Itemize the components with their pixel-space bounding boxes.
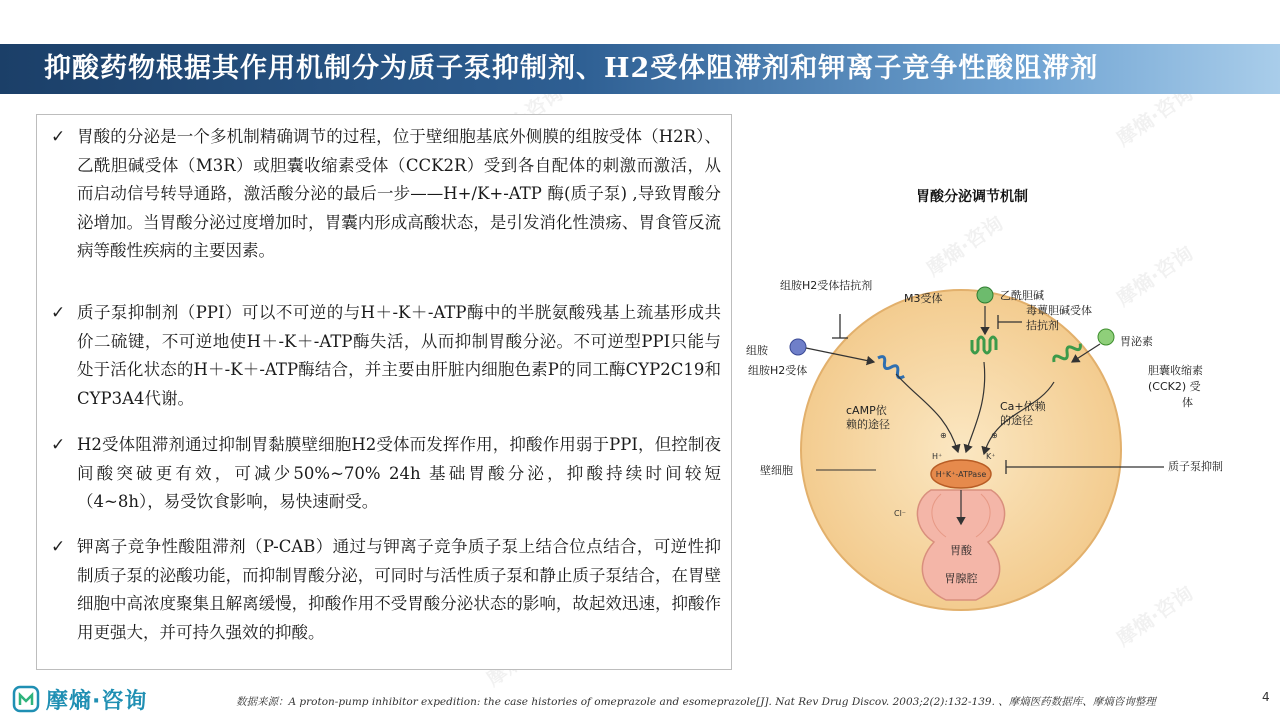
- cck2-label: 胆囊收缩素: [1148, 364, 1203, 377]
- histamine-label: 组胺: [746, 344, 768, 357]
- check-icon: ✓: [51, 303, 66, 323]
- muscarinic-antagonist-label: 拮抗剂: [1026, 319, 1059, 332]
- m3-label: M3受体: [904, 292, 943, 305]
- camp-label: cAMP依: [846, 404, 887, 417]
- lumen-label: 胃腺腔: [944, 572, 978, 585]
- ca-label: Ca+依赖: [1000, 400, 1046, 413]
- watermark: 摩熵·咨询: [921, 210, 1008, 281]
- bullet-item: [51, 431, 721, 517]
- acid-label: 胃酸: [950, 544, 972, 557]
- brand-logo: [12, 684, 147, 714]
- camp-label: 赖的途径: [846, 418, 890, 431]
- parietal-cell-label: 壁细胞: [760, 464, 793, 477]
- bullet-item: [51, 533, 721, 647]
- watermark: 摩熵·咨询: [1111, 240, 1198, 311]
- plus-sign: ⊕: [940, 431, 947, 440]
- bullet-item: [51, 123, 721, 266]
- check-icon: ✓: [51, 127, 66, 147]
- histamine-dot: [790, 339, 806, 355]
- gastrin-label: 胃泌素: [1120, 335, 1153, 348]
- cck2-label: (CCK2) 受: [1148, 380, 1201, 393]
- muscarinic-antagonist-label: 毒蕈胆碱受体: [1026, 304, 1092, 317]
- acid-secretion-diagram: [736, 262, 1256, 632]
- h2-receptor-label: 组胺H2受体: [748, 364, 808, 377]
- plus-sign: ⊕: [991, 431, 998, 440]
- bullet-text: 质子泵抑制剂（PPI）可以不可逆的与H＋-K＋-ATP酶中的半胱氨酸残基上巯基形成共价二硫键，不可逆地使H＋-K＋-ATP酶失活，从而抑制胃酸分泌。不可逆型PPI只能与处于活化状态的H＋-K＋-ATP酶结合，并主要由肝脏内细胞色素P的同工酶CYP2C19和CYP3A4代谢。: [77, 303, 721, 408]
- bullet-text: H2受体阻滞剂通过抑制胃黏膜壁细胞H2受体而发挥作用，抑酸作用弱于PPI，但控制夜间酸突破更有效，可减少50%~70% 24h 基础胃酸分泌，抑酸持续时间较短（4~8h），易受饮食影响，易快速耐受。: [77, 435, 721, 511]
- k-ion-label: K⁺: [986, 452, 996, 461]
- h2-antagonist-label: 组胺H2受体拮抗剂: [780, 279, 873, 292]
- watermark: 摩熵·咨询: [1111, 80, 1198, 151]
- source-note: 数据来源：A proton-pump inhibitor expedition: the case histories of omeprazole and esomeprazole[J]. Nat Rev Drug Discov. 2003;2(2):132-139. 、摩熵医药数据库、摩熵咨询整理: [236, 696, 1156, 708]
- bullet-text: 胃酸的分泌是一个多机制精确调节的过程，位于壁细胞基底外侧膜的组胺受体（H2R）、乙酰胆碱受体（M3R）或胆囊收缩素受体（CCK2R）受到各自配体的刺激而激活，从而启动信号转导通路，激活酸分泌的最后一步——H+/K+-ATP 酶(质子泵) ,导致胃酸分泌增加。当胃酸分泌过度增加时，胃囊内形成高酸状态，是引发消化性溃疡、胃食管反流病等酸性疾病的主要因素。: [77, 127, 721, 260]
- page-title: 抑酸药物根据其作用机制分为质子泵抑制剂、H2受体阻滞剂和钾离子竞争性酸阻滞剂: [44, 53, 1099, 84]
- check-icon: ✓: [51, 537, 66, 557]
- ppi-label: 质子泵抑制: [1168, 460, 1223, 473]
- bullet-text: 钾离子竞争性酸阻滞剂（P-CAB）通过与钾离子竞争质子泵上结合位点结合，可逆性抑制质子泵的泌酸功能，而抑制胃酸分泌，可同时与活性质子泵和静止质子泵结合，在胃壁细胞中高浓度聚集且解离缓慢，抑酸作用不受胃酸分泌状态的影响，故起效迅速，抑酸作用更强大，并可持久强效的抑酸。: [77, 537, 721, 642]
- ach-label: 乙酰胆碱: [1000, 289, 1044, 302]
- page-number: 4: [1262, 690, 1270, 704]
- check-icon: ✓: [51, 435, 66, 455]
- logo-icon: [12, 685, 40, 713]
- cck2-label: 体: [1182, 396, 1193, 409]
- watermark: 摩熵·咨询: [1111, 580, 1198, 651]
- title-bar: [0, 44, 1280, 94]
- ach-dot: [977, 287, 993, 303]
- diagram-title: 胃酸分泌调节机制: [916, 189, 1028, 205]
- bullet-item: [51, 299, 721, 413]
- text-panel: [36, 114, 732, 670]
- logo-text: 摩熵·咨询: [46, 688, 148, 714]
- gastrin-dot: [1098, 329, 1114, 345]
- cl-ion-label: Cl⁻: [894, 509, 907, 518]
- atpase-label: H⁺K⁺-ATPase: [935, 470, 987, 479]
- ca-label: 的途径: [1000, 414, 1033, 427]
- h-ion-label: H⁺: [932, 452, 943, 461]
